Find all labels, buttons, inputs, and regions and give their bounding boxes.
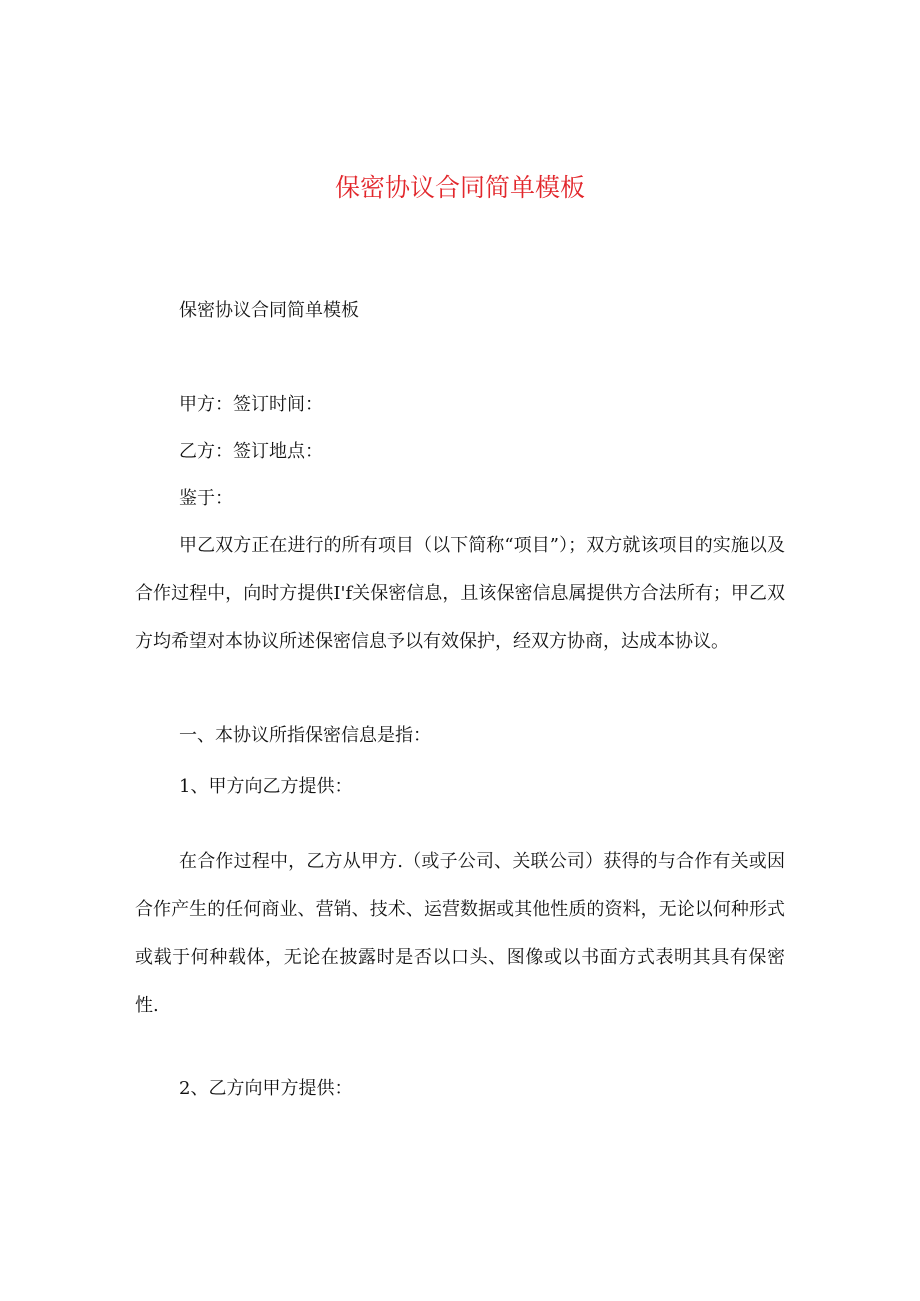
section-one-heading: 一、本协议所指保密信息是指：: [179, 725, 431, 746]
document-subtitle: 保密协议合同简单模板: [179, 300, 359, 321]
item-1-body: 在合作过程中，乙方从甲方.（或子公司、关联公司）获得的与合作有关或因合作产生的任何商业、营销、技术、运营数据或其他性质的资料，无论以何种形式或载于何种载体，无论在披露时是否以口头、图像或以书面方式表明其具有保密性.: [135, 851, 785, 1016]
item-2-heading: 2、乙方向甲方提供：: [179, 1078, 353, 1099]
whereas-label: 鉴于：: [179, 488, 233, 509]
document-title: 保密协议合同简单模板: [334, 173, 585, 202]
preamble-paragraph: 甲乙双方正在进行的所有项目（以下简称“项目”）；双方就该项目的实施以及合作过程中，向时方提供I'f关保密信息，且该保密信息属提供方合法所有；甲乙双方均希望对本协议所述保密信息予以有效保护，经双方协商，达成本协议。: [135, 535, 785, 652]
item-1-heading: 1、甲方向乙方提供：: [179, 776, 353, 797]
party-a-line: 甲方：签订时间：: [179, 394, 323, 415]
party-b-line: 乙方：签订地点：: [179, 441, 323, 462]
